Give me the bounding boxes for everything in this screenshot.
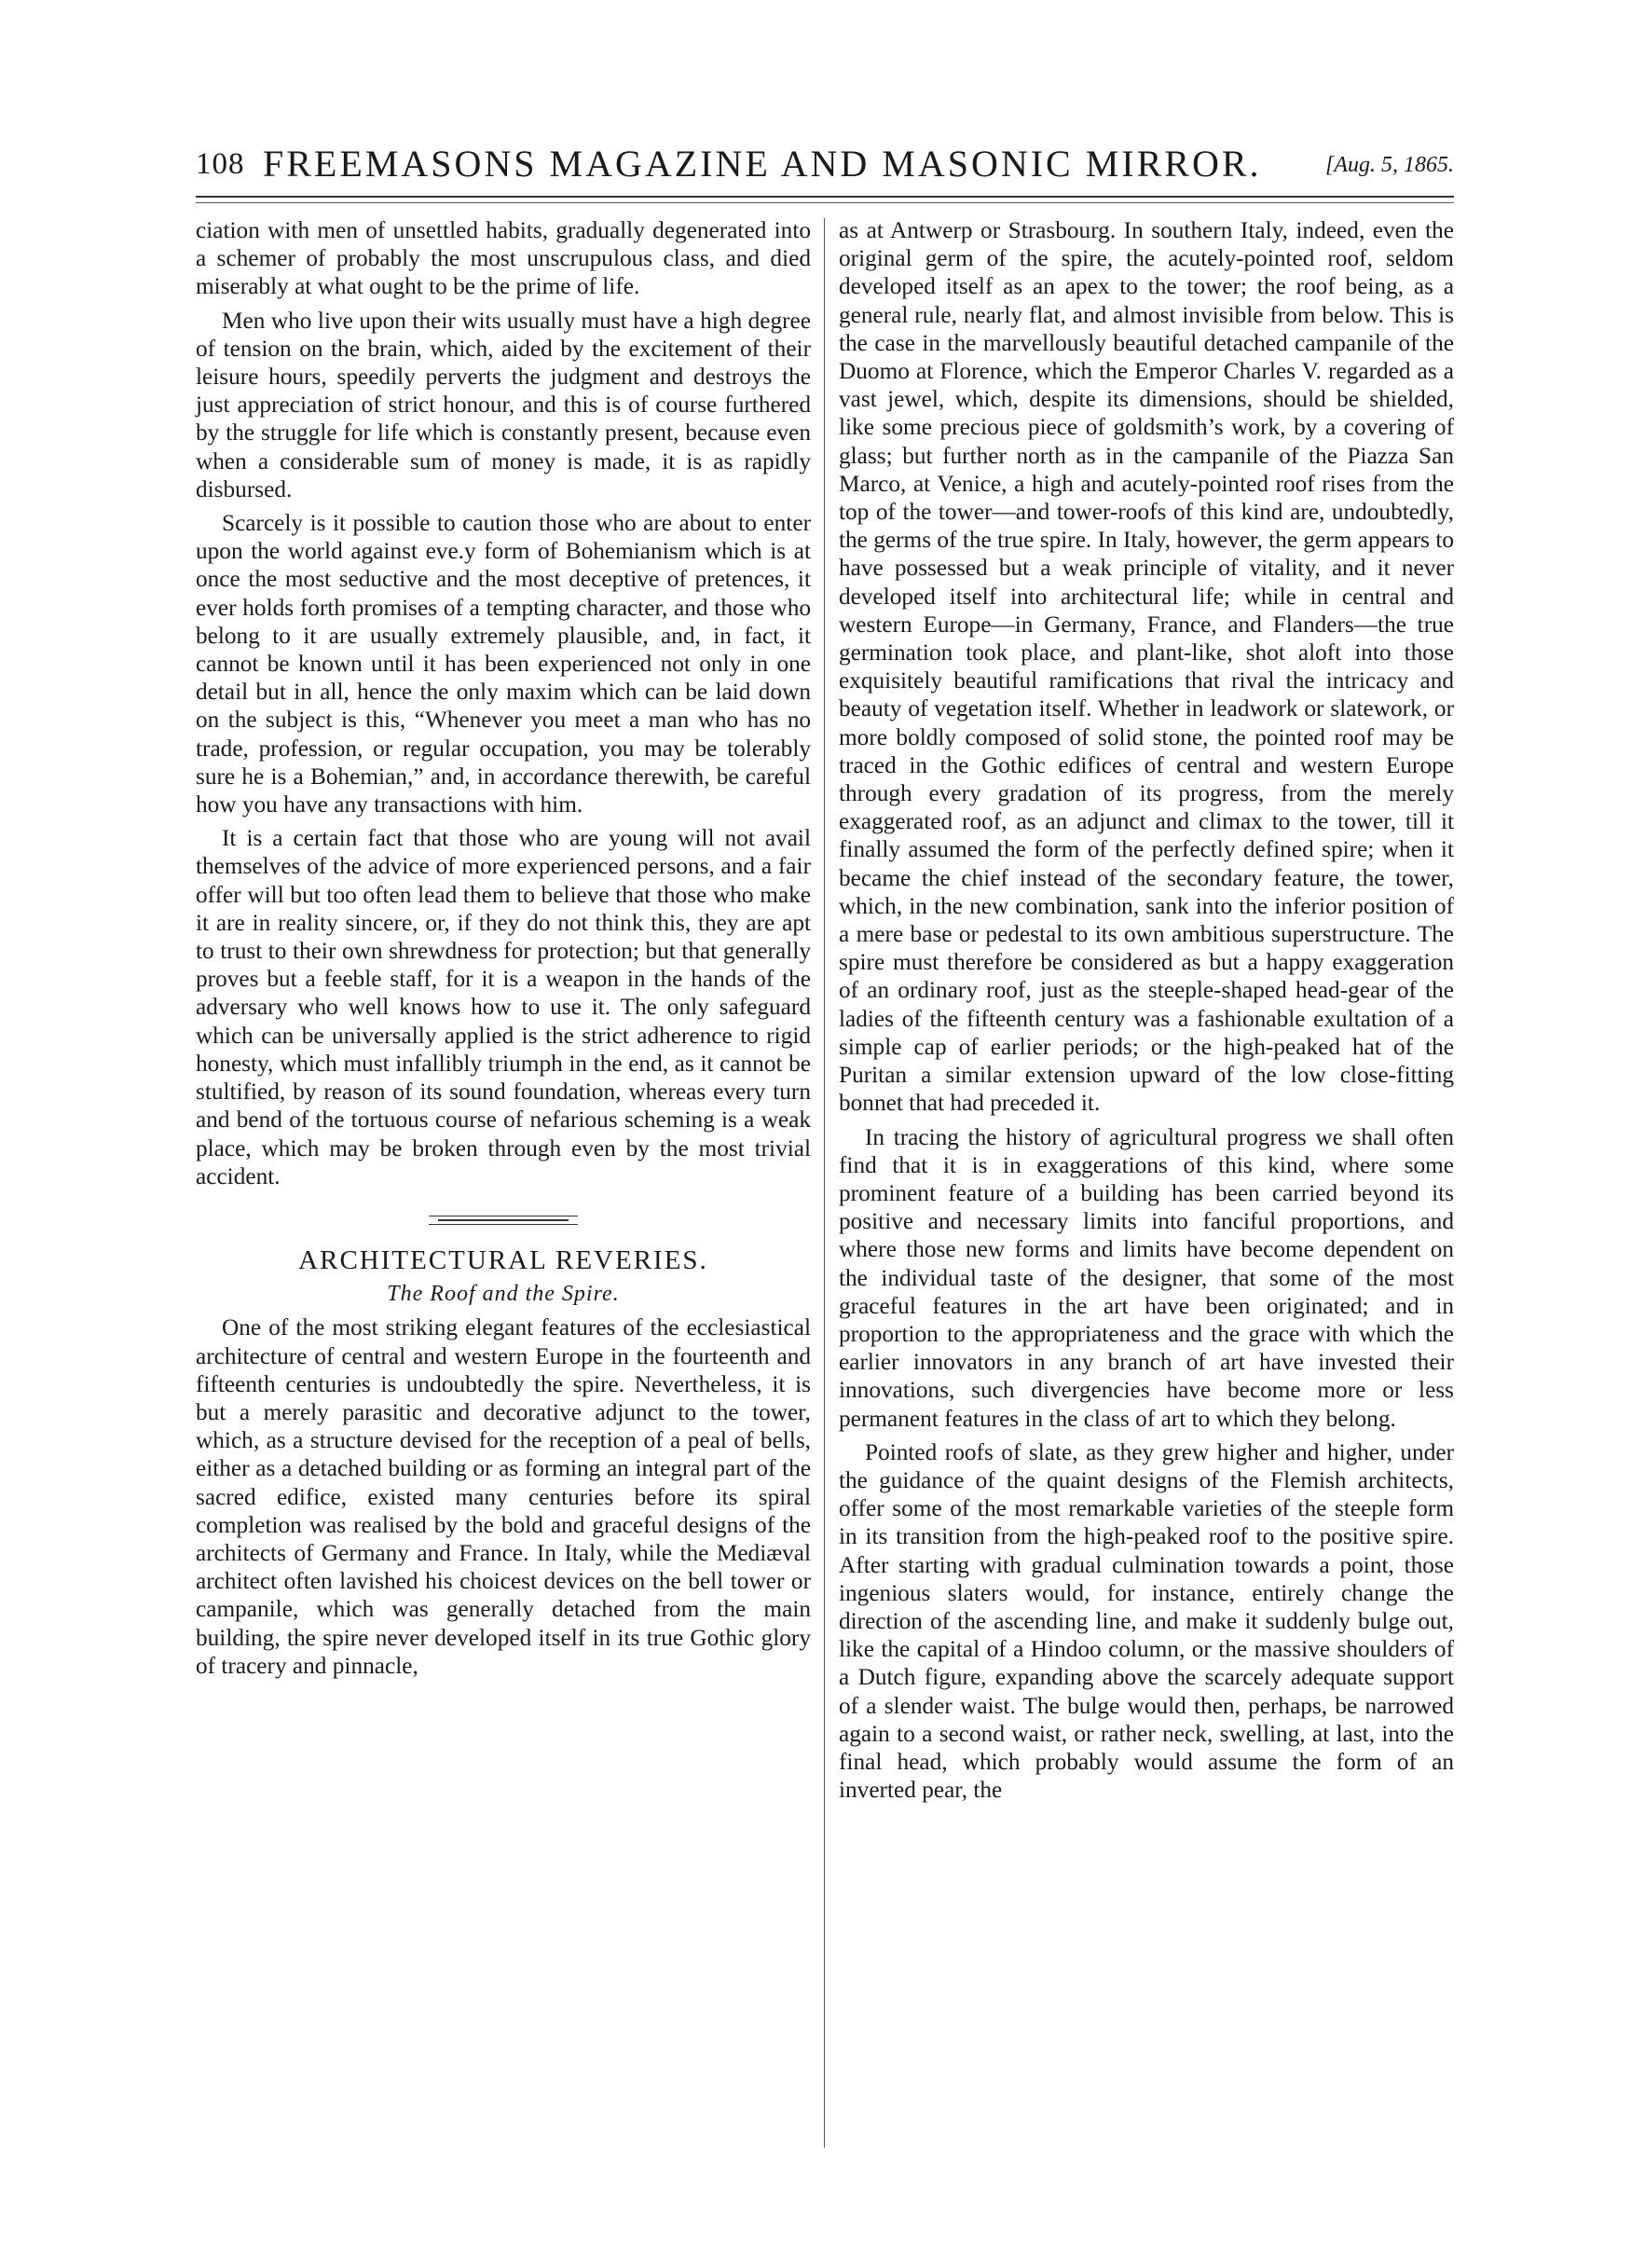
- paragraph: Scarcely is it possible to caution those who are about to enter upon the world against eve.y form of Bohemianism which is at once the most seductive and the most deceptive of pretences, it ever holds forth promises of a tempting character, and those who belong to it are usually extremely plausible, and, in fact, it cannot be known until it has been experienced not only in one detail but in all, hence the only maxim which can be laid down on the subject is this, “Whenever you meet a man who has no trade, profession, or regular occupation, you may be tolerably sure he is a Bohemian,” and, in accordance therewith, be careful how you have any transactions with him.: [196, 510, 811, 818]
- page-header: [196, 142, 1454, 190]
- right-column: [839, 216, 1454, 1804]
- left-column: [196, 216, 811, 1680]
- paragraph: Men who live upon their wits usually must have a high degree of tension on the brain, which, aided by the excitement of their leisure hours, speedily perverts the judgment and destroys the just appreciation of strict honour, and this is of course furthered by the struggle for life which is constantly present, because even when a considerable sum of money is made, it is as rapidly disbursed.: [196, 307, 811, 502]
- paragraph: In tracing the history of agricultural progress we shall often find that it is in exaggerations of this kind, where some prominent feature of a building has been carried beyond its positive and necessary limits into fanciful proportions, and where those new forms and limits have become dependent on the individual taste of the designer, that some of the most graceful features in the art have been originated; and in proportion to the appropriateness and the grace with which the earlier innovators in any branch of art have invested their innovations, such divergencies have become more or less permanent features in the class of art to which they belong.: [839, 1123, 1454, 1432]
- paragraph: Pointed roofs of slate, as they grew higher and higher, under the guidance of the quaint designs of the Flemish architects, offer some of the most remarkable varieties of the steeple form in its transition from the high-peaked roof to the positive spire. After starting with gradual culmination towards a point, those ingenious slaters would, for instance, entirely change the direction of the ascending line, and make it suddenly bulge out, like the capital of a Hindoo column, or the massive shoulders of a Dutch figure, expanding above the scarcely adequate support of a slender waist. The bulge would then, perhaps, be narrowed again to a second waist, or rather neck, swelling, at last, into the final head, which probably would assume the form of an inverted pear, the: [839, 1438, 1454, 1804]
- article-subtitle: The Roof and the Spire.: [387, 1282, 620, 1307]
- issue-date: [Aug. 5, 1865.: [1325, 153, 1454, 177]
- paragraph: ciation with men of unsettled habits, gradually degenerated into a schemer of probably the most unscrupulous class, and died miserably at what ought to be the prime of life.: [196, 217, 811, 300]
- paragraph: It is a certain fact that those who are young will not avail themselves of the advice of more experienced persons, and a fair offer will but too often lead them to believe that those who make it are in reality sincere, or, if they do not think this, they are apt to trust to their own shrewdness for protection; but that generally proves but a feeble staff, for it is a weapon in the hands of the adversary who well knows how to use it. The only safeguard which can be universally applied is the strict adherence to rigid honesty, which must infallibly triumph in the end, as it cannot be stultified, by reason of its sound foundation, whereas every turn and bend of the tortuous course of nefarious scheming is a weak place, which may be broken through even by the most trivial accident.: [196, 825, 811, 1189]
- section-divider: [429, 1215, 578, 1226]
- column-divider: [824, 218, 825, 2148]
- page-number: 108: [196, 147, 245, 181]
- header-rule-secondary: [196, 202, 1454, 203]
- article-title: ARCHITECTURAL REVERIES.: [298, 1244, 708, 1275]
- running-title: FREEMASONS MAGAZINE AND MASONIC MIRROR.: [263, 143, 1262, 185]
- header-rule: [196, 196, 1454, 198]
- paragraph: as at Antwerp or Strasbourg. In southern Italy, indeed, even the original germ of the spire, the acutely-pointed roof, seldom developed itself as an apex to the tower; the roof being, as a general rule, nearly flat, and almost invisible from below. This is the case in the marvellously beautiful detached campanile of the Duomo at Florence, which the Emperor Charles V. regarded as a vast jewel, which, despite its dimensions, should be shielded, like some precious piece of goldsmith’s work, by a covering of glass; but further north as in the campanile of the Piazza San Marco, at Venice, a high and acutely-pointed roof rises from the top of the tower—and tower-roofs of this kind are, undoubtedly, the germs of the true spire. In Italy, however, the germ appears to have possessed but a weak principle of vitality, and it never developed itself into architectural life; while in central and western Europe—in Germany, France, and Flanders—the true germination took place, and plant-like, shot aloft into those exquisitely beautiful ramifications that rival the intricacy and beauty of vegetation itself. Whether in leadwork or slatework, or more boldly composed of solid stone, the pointed roof may be traced in the Gothic edifices of central and western Europe through every gradation of its progress, from the merely exaggerated roof, as an adjunct and climax to the tower, till it finally assumed the form of the perfectly defined spire; when it became the chief instead of the secondary feature, the tower, which, in the new combination, sank into the inferior position of a mere base or pedestal to its own ambitious superstructure. The spire must therefore be considered as but a happy exaggeration of an ordinary roof, just as the steeple-shaped head-gear of the ladies of the fifteenth century was a fashionable exultation of a simple cap of earlier periods; or the high-peaked hat of the Puritan a similar extension upward of the low close-fitting bonnet that had preceded it.: [839, 217, 1454, 1117]
- paragraph: One of the most striking elegant features of the ecclesiastical architecture of central and western Europe in the fourteenth and fifteenth centuries is undoubtedly the spire. Nevertheless, it is but a merely parasitic and decorative adjunct to the tower, which, as a structure devised for the reception of a peal of bells, either as a detached building or as forming an integral part of the sacred edifice, existed many centuries before its spiral completion was realised by the bold and graceful designs of the architects of Germany and France. In Italy, while the Mediæval architect often lavished his choicest devices on the bell tower or campanile, which was generally detached from the main building, the spire never developed itself in its true Gothic glory of tracery and pinnacle,: [196, 1314, 811, 1679]
